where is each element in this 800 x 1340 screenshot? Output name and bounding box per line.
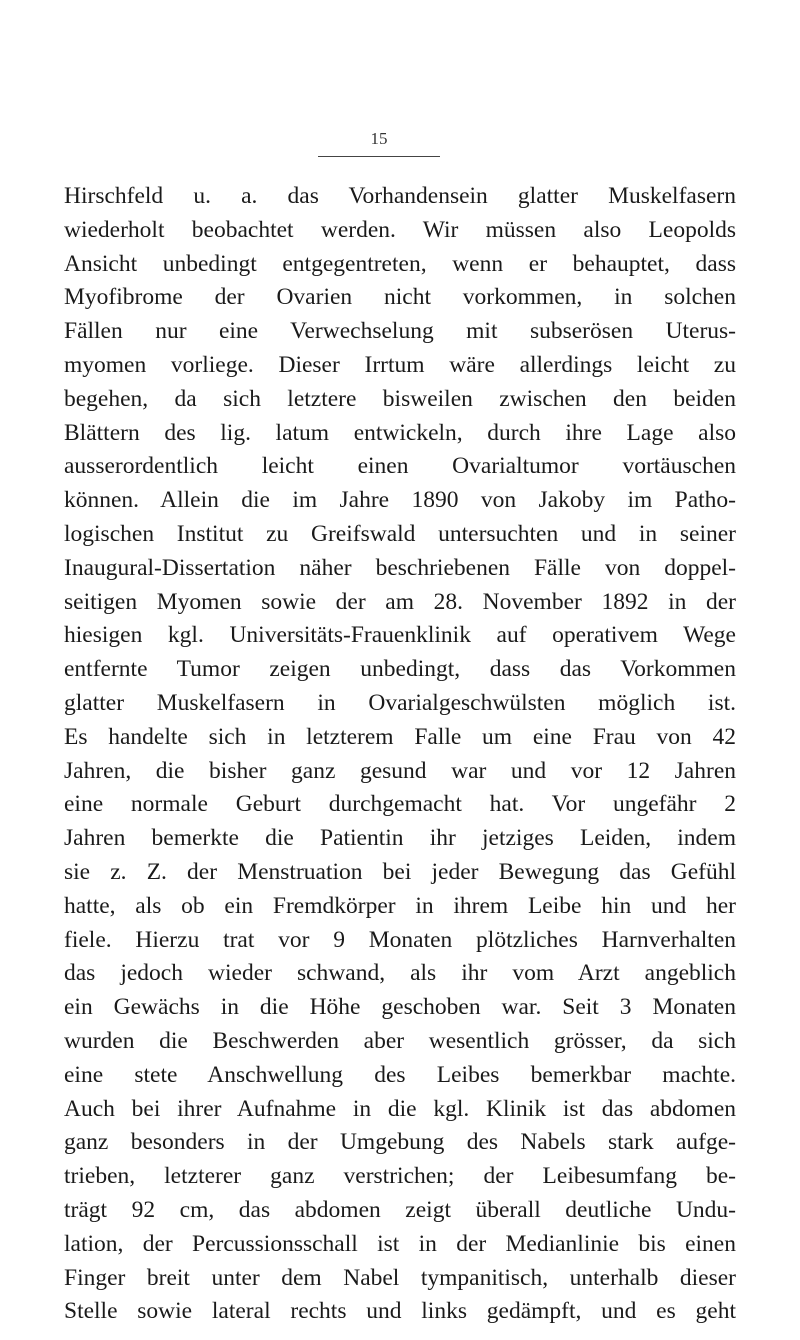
text-line: das jedoch wieder schwand, als ihr vom Arzt angeblich xyxy=(64,960,736,987)
text-line: eine stete Anschwellung des Leibes bemerkbar machte. xyxy=(64,1061,736,1088)
text-line: myomen vorliege. Dieser Irrtum wäre allerdings leicht zu xyxy=(64,351,736,378)
text-line: entfernte Tumor zeigen unbedingt, dass das Vorkommen xyxy=(64,656,736,683)
text-line: können. Allein die im Jahre 1890 von Jakoby im Patho- xyxy=(64,487,736,514)
text-line: Inaugural-Dissertation näher beschriebenen Fälle von doppel- xyxy=(64,554,736,581)
page-number-rule xyxy=(318,156,440,157)
text-line: Fällen nur eine Verwechselung mit subserösen Uterus- xyxy=(64,318,736,345)
text-line: Auch bei ihrer Aufnahme in die kgl. Klinik ist das abdomen xyxy=(64,1095,736,1122)
text-line: seitigen Myomen sowie der am 28. November 1892 in der xyxy=(64,588,736,615)
text-line: hatte, als ob ein Fremdkörper in ihrem Leibe hin und her xyxy=(64,892,736,919)
text-line: trieben, letzterer ganz verstrichen; der Leibesumfang be- xyxy=(64,1163,736,1190)
text-line: glatter Muskelfasern in Ovarialgeschwülsten möglich ist. xyxy=(64,689,736,716)
text-line: Jahren, die bisher ganz gesund war und vor 12 Jahren xyxy=(64,757,736,784)
text-line: ein Gewächs in die Höhe geschoben war. Seit 3 Monaten xyxy=(64,994,736,1021)
text-line: Myofibrome der Ovarien nicht vorkommen, in solchen xyxy=(64,284,736,311)
text-line: lation, der Percussionsschall ist in der Medianlinie bis einen xyxy=(64,1230,736,1257)
text-line: Blättern des lig. latum entwickeln, durch ihre Lage also xyxy=(64,419,736,446)
text-line: fiele. Hierzu trat vor 9 Monaten plötzliches Harnverhalten xyxy=(64,926,736,953)
text-line: begehen, da sich letztere bisweilen zwischen den beiden xyxy=(64,385,736,412)
text-line: wurden die Beschwerden aber wesentlich grösser, da sich xyxy=(64,1027,736,1054)
text-line: Ansicht unbedingt entgegentreten, wenn er behauptet, dass xyxy=(64,250,736,277)
text-line: ganz besonders in der Umgebung des Nabels stark aufge- xyxy=(64,1129,736,1156)
text-line: Es handelte sich in letzterem Falle um eine Frau von 42 xyxy=(64,723,736,750)
text-line: ausserordentlich leicht einen Ovarialtumor vortäuschen xyxy=(64,453,736,480)
page-number: 15 xyxy=(370,129,388,148)
text-line: trägt 92 cm, das abdomen zeigt überall deutliche Undu- xyxy=(64,1196,736,1223)
text-line: wiederholt beobachtet werden. Wir müssen also Leopolds xyxy=(64,216,736,243)
text-line: eine normale Geburt durchgemacht hat. Vor ungefähr 2 xyxy=(64,791,736,818)
text-line: logischen Institut zu Greifswald untersuchten und in seiner xyxy=(64,520,736,547)
text-line: Hirschfeld u. a. das Vorhandensein glatter Muskelfasern xyxy=(64,183,736,209)
text-line: hiesigen kgl. Universitäts-Frauenklinik auf operativem Wege xyxy=(64,622,736,649)
text-line: sie z. Z. der Menstruation bei jeder Bewegung das Gefühl xyxy=(64,858,736,885)
text-line: Finger breit unter dem Nabel tympanitisch, unterhalb dieser xyxy=(64,1264,736,1291)
body-paragraph xyxy=(64,180,736,1329)
text-line: Jahren bemerkte die Patientin ihr jetziges Leiden, indem xyxy=(64,825,736,852)
text-line: Stelle sowie lateral rechts und links gedämpft, und es geht xyxy=(64,1298,736,1325)
